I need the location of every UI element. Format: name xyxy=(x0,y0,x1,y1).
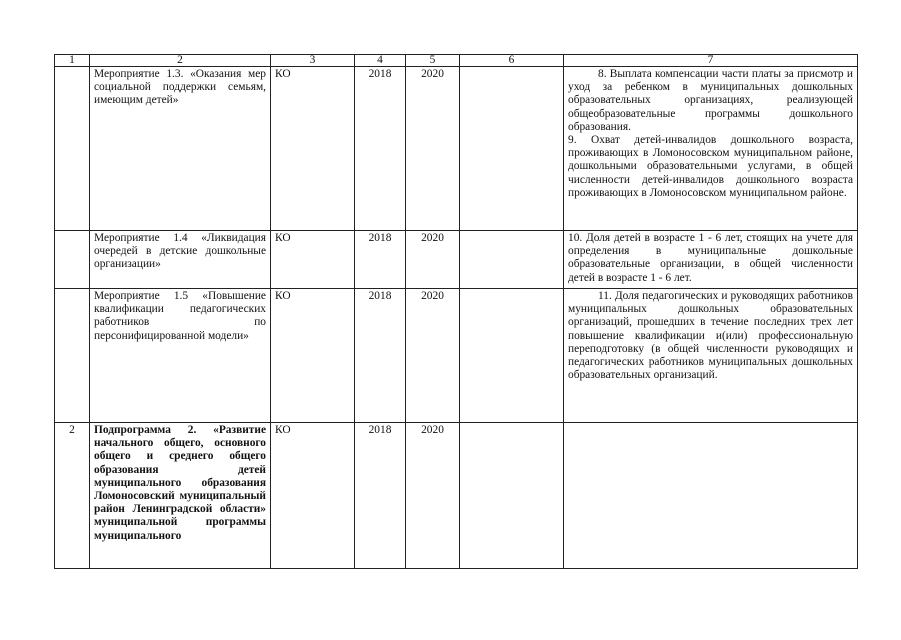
subprogram-title: Подпрограмма 2. «Развитие начального общего, основного общего и среднего общего образования детей муниципального образования Ломоносовский муниципальный район Ленинградской области» муниципальной программы муниципального xyxy=(90,423,271,569)
executor-cell: КО xyxy=(271,423,355,569)
start-year-cell: 2018 xyxy=(355,289,406,423)
start-year-cell: 2018 xyxy=(355,423,406,569)
end-year-cell: 2020 xyxy=(406,67,460,231)
row-number xyxy=(55,67,90,231)
col-header-6: 6 xyxy=(460,55,564,67)
table-row xyxy=(55,423,858,569)
col6-cell xyxy=(460,67,564,231)
row-number xyxy=(55,231,90,289)
executor-cell: КО xyxy=(271,231,355,289)
table-row xyxy=(55,289,858,423)
col6-cell xyxy=(460,289,564,423)
executor-cell: КО xyxy=(271,67,355,231)
activity-title: Мероприятие 1.5 «Повышение квалификации педагогических работников по персонифицированной модели» xyxy=(90,289,271,423)
start-year-cell: 2018 xyxy=(355,231,406,289)
end-year-cell: 2020 xyxy=(406,231,460,289)
indicator-text: 9. Охват детей-инвалидов дошкольного возраста, проживающих в Ломоносовском муниципальном районе, дошкольными образовательными услугами, в общей численности детей-инвалидов дошкольного возраста проживающих в Ломоносовском муниципальном районе. xyxy=(568,134,853,199)
indicators-cell xyxy=(564,231,858,289)
row-number xyxy=(55,289,90,423)
indicator-text: 11. Доля педагогических и руководящих работников муниципальных дошкольных образовательных организаций, прошедших в течение последних трех лет повышение квалификации и(или) профессиональную переподготовку (в общей численности руководящих и педагогических работников муниципальных дошкольных образовательных организаций. xyxy=(568,290,853,382)
col-header-1: 1 xyxy=(55,55,90,67)
col-header-4: 4 xyxy=(355,55,406,67)
indicators-cell xyxy=(564,289,858,423)
end-year-cell: 2020 xyxy=(406,423,460,569)
table-row xyxy=(55,231,858,289)
start-year-cell: 2018 xyxy=(355,67,406,231)
col6-cell xyxy=(460,231,564,289)
col-header-7: 7 xyxy=(564,55,858,67)
col-header-2: 2 xyxy=(90,55,271,67)
col-header-3: 3 xyxy=(271,55,355,67)
activity-title: Мероприятие 1.4 «Ликвидация очередей в детские дошкольные организации» xyxy=(90,231,271,289)
activity-title: Мероприятие 1.3. «Оказания мер социальной поддержки семьям, имеющим детей» xyxy=(90,67,271,231)
indicators-cell xyxy=(564,67,858,231)
program-table xyxy=(54,54,858,569)
row-number: 2 xyxy=(55,423,90,569)
indicators-cell xyxy=(564,423,858,569)
end-year-cell: 2020 xyxy=(406,289,460,423)
header-row xyxy=(55,55,858,67)
indicator-text: 8. Выплата компенсации части платы за присмотр и уход за ребенком в муниципальных дошкольных образовательных организациях, реализующей общеобразовательные программы дошкольного образования. xyxy=(568,68,853,133)
table-row xyxy=(55,67,858,231)
col6-cell xyxy=(460,423,564,569)
col-header-5: 5 xyxy=(406,55,460,67)
executor-cell: КО xyxy=(271,289,355,423)
indicator-text: 10. Доля детей в возрасте 1 - 6 лет, стоящих на учете для определения в муниципальные дошкольные образовательные организации, в общей численности детей в возрасте 1 - 6 лет. xyxy=(568,232,853,284)
